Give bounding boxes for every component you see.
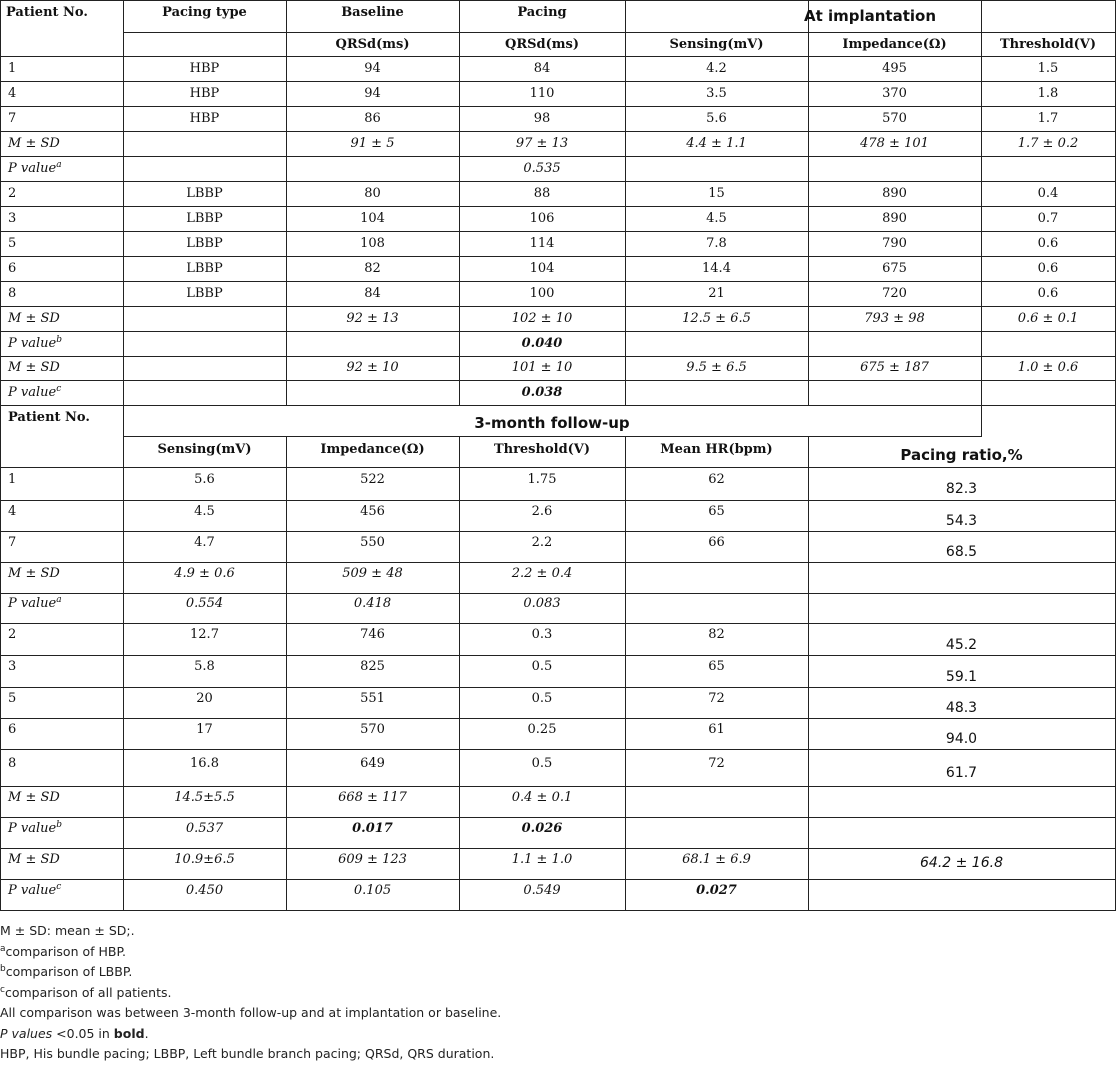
cell-bottom-r12-c3: 1.1 ± 1.0: [511, 852, 573, 867]
cell-bottom-r5-c1: 12.7: [190, 627, 219, 642]
header-pacing-type: Pacing type: [162, 5, 247, 20]
cell-bottom-r6-c2: 825: [360, 659, 385, 674]
column-rule: [0, 206, 1, 232]
cell-top-r0-c4: 4.2: [706, 61, 727, 76]
column-rule: [625, 786, 626, 818]
cell-top-r7-c0: 5: [8, 236, 17, 251]
cell-bottom-r5-c4: 82: [708, 627, 725, 642]
cell-top-r8-c0: 6: [8, 261, 17, 276]
cell-top-r6-c5: 890: [882, 211, 907, 226]
cell-top-r9-c3: 100: [529, 286, 555, 301]
cell-bottom-r7-c3: 0.5: [531, 691, 553, 706]
cell-top-r13-c0: P value$^c$: [8, 384, 62, 400]
cell-bottom-r6-c4: 65: [708, 659, 725, 674]
cell-bottom-r11-c1: 0.537: [185, 821, 224, 836]
column-rule: [286, 331, 287, 357]
cell-top-r0-c3: 84: [533, 61, 551, 76]
cell-bottom-r4-c1: 0.554: [185, 596, 224, 611]
cell-bottom-r9-c2: 649: [360, 756, 385, 771]
cell-top-r12-c2: 92 ± 10: [346, 360, 399, 375]
column-rule: [0, 531, 1, 563]
cell-bottom-r6-c0: 3: [8, 659, 17, 674]
cell-top-r9-c0: 8: [8, 286, 17, 301]
cell-bottom-r1-c1: 4.5: [194, 504, 215, 519]
cell-top-r6-c2: 104: [360, 211, 385, 226]
footnote-pvalues: P values <0.05 in bold.: [0, 1025, 149, 1041]
cell-bottom-r3-c2: 509 ± 48: [342, 566, 403, 581]
footnote-c: $^c$comparison of all patients.: [0, 984, 172, 1000]
cell-top-r5-c4: 15: [708, 186, 725, 201]
column-rule: [0, 380, 1, 406]
cell-bottom-r7-c0: 5: [8, 691, 17, 706]
cell-bottom-r9-c5: 61.7: [945, 765, 978, 781]
column-rule: [0, 500, 1, 532]
cell-top-r10-c4: 12.5 ± 6.5: [682, 311, 751, 326]
column-rule: [0, 718, 1, 750]
cell-bottom-r13-c3: 0.549: [523, 883, 561, 898]
cell-top-r0-c5: 495: [882, 61, 907, 76]
column-rule: [0, 306, 1, 332]
column-rule: [0, 879, 1, 911]
footnote-msd: M ± SD: mean ± SD;.: [0, 923, 135, 938]
cell-bottom-r9-c1: 16.8: [190, 756, 219, 771]
column-rule: [808, 786, 809, 818]
cell-top-r1-c4: 3.5: [706, 86, 727, 101]
cell-bottom-r2-c5: 68.5: [945, 544, 978, 560]
cell-top-r6-c6: 0.7: [1037, 211, 1059, 226]
cell-top-r3-c6: 1.7 ± 0.2: [1017, 136, 1079, 151]
header2-patient-no: Patient No.: [8, 410, 90, 425]
column-rule: [808, 562, 809, 594]
cell-top-r3-c3: 97 ± 13: [515, 136, 569, 151]
column-rule: [808, 817, 809, 849]
column-rule: [808, 331, 809, 357]
column-rule: [0, 593, 1, 624]
cell-bottom-r11-c0: P value$^b$: [8, 820, 62, 836]
cell-bottom-r1-c2: 456: [360, 504, 385, 519]
column-rule: [0, 467, 1, 501]
table-rule: [0, 0, 1116, 1]
column-rule: [981, 331, 982, 357]
cell-top-r8-c6: 0.6: [1037, 261, 1059, 276]
column-rule: [0, 256, 1, 282]
column-rule: [625, 331, 626, 357]
cell-bottom-r4-c2: 0.418: [353, 596, 392, 611]
column-rule: [0, 81, 1, 107]
column-rule: [0, 106, 1, 132]
column-rule: [808, 593, 809, 624]
cell-bottom-r13-c2: 0.105: [353, 883, 392, 898]
header-qrsd-baseline: QRSd(ms): [335, 37, 410, 52]
cell-top-r10-c5: 793 ± 98: [864, 311, 925, 326]
cell-top-r12-c4: 9.5 ± 6.5: [686, 360, 747, 375]
table-rule: [0, 910, 1116, 911]
cell-bottom-r8-c1: 17: [196, 722, 213, 737]
column-rule: [981, 405, 982, 437]
column-rule: [286, 380, 287, 406]
cell-top-r0-c6: 1.5: [1037, 61, 1059, 76]
cell-top-r5-c6: 0.4: [1037, 186, 1059, 201]
column-rule: [0, 356, 1, 381]
cell-top-r1-c3: 110: [529, 86, 555, 101]
cell-bottom-r5-c5: 45.2: [945, 637, 978, 653]
cell-top-r6-c4: 4.5: [706, 211, 727, 226]
cell-top-r9-c5: 720: [882, 286, 907, 301]
cell-top-r1-c0: 4: [8, 86, 17, 101]
cell-top-r1-c1: HBP: [189, 86, 220, 101]
column-rule: [625, 380, 626, 406]
cell-top-r2-c2: 86: [364, 111, 381, 126]
cell-bottom-r12-c5: 64.2 ± 16.8: [920, 855, 1003, 871]
column-rule: [0, 156, 1, 182]
header2-sensing: Sensing(mV): [157, 442, 252, 457]
cell-bottom-r0-c2: 522: [360, 472, 385, 487]
header-patient-no: Patient No.: [6, 5, 88, 20]
column-rule: [0, 562, 1, 594]
cell-bottom-r2-c1: 4.7: [194, 535, 215, 550]
column-rule: [0, 0, 1, 57]
header-threshold: Threshold(V): [999, 37, 1097, 52]
column-rule: [0, 131, 1, 157]
cell-bottom-r0-c0: 1: [8, 472, 17, 487]
column-rule: [123, 156, 124, 182]
cell-bottom-r1-c0: 4: [8, 504, 17, 519]
cell-bottom-r11-c3: 0.026: [521, 821, 563, 836]
cell-top-r10-c6: 0.6 ± 0.1: [1017, 311, 1079, 326]
cell-bottom-r10-c3: 0.4 ± 0.1: [511, 790, 573, 805]
column-rule: [0, 281, 1, 307]
cell-top-r11-c3: 0.040: [521, 336, 563, 351]
cell-bottom-r10-c0: M ± SD: [8, 790, 60, 805]
column-rule: [123, 380, 124, 406]
cell-top-r0-c0: 1: [8, 61, 17, 76]
cell-top-r0-c1: HBP: [189, 61, 220, 76]
cell-top-r4-c3: 0.535: [523, 161, 561, 176]
cell-bottom-r8-c0: 6: [8, 722, 17, 737]
column-rule: [981, 156, 982, 182]
cell-bottom-r0-c4: 62: [708, 472, 725, 487]
cell-top-r3-c4: 4.4 ± 1.1: [686, 136, 747, 151]
cell-bottom-r6-c5: 59.1: [945, 669, 978, 685]
cell-top-r2-c3: 98: [533, 111, 551, 126]
footnote-abbreviations: HBP, His bundle pacing; LBBP, Left bundle branch pacing; QRSd, QRS duration.: [0, 1046, 495, 1061]
cell-bottom-r1-c5: 54.3: [945, 513, 978, 529]
cell-top-r8-c3: 104: [529, 261, 555, 276]
cell-bottom-r8-c2: 570: [360, 722, 385, 737]
cell-top-r7-c5: 790: [882, 236, 907, 251]
cell-bottom-r9-c4: 72: [708, 756, 725, 771]
cell-bottom-r2-c2: 550: [360, 535, 385, 550]
cell-top-r12-c0: M ± SD: [8, 360, 60, 375]
header2-pacing-ratio: Pacing ratio,%: [900, 446, 1023, 464]
cell-bottom-r12-c4: 68.1 ± 6.9: [682, 852, 751, 867]
table-rule: [0, 405, 1116, 406]
cell-top-r2-c0: 7: [8, 111, 17, 126]
header-3-month-follow-up: 3-month follow-up: [474, 414, 630, 432]
cell-top-r5-c0: 2: [8, 186, 17, 201]
cell-top-r12-c5: 675 ± 187: [860, 360, 929, 375]
column-rule: [0, 231, 1, 257]
cell-bottom-r5-c2: 746: [360, 627, 385, 642]
column-rule: [0, 405, 1, 468]
cell-top-r6-c0: 3: [8, 211, 17, 226]
cell-bottom-r13-c4: 0.027: [696, 883, 737, 898]
cell-bottom-r6-c3: 0.5: [531, 659, 553, 674]
cell-top-r5-c1: LBBP: [186, 186, 223, 201]
cell-top-r10-c3: 102 ± 10: [511, 311, 573, 326]
cell-bottom-r0-c5: 82.3: [945, 481, 978, 497]
header-baseline: Baseline: [341, 5, 404, 20]
cell-bottom-r1-c4: 65: [708, 504, 725, 519]
header-qrsd-pacing: QRSd(ms): [505, 37, 579, 52]
cell-bottom-r3-c1: 4.9 ± 0.6: [174, 566, 235, 581]
cell-top-r8-c4: 14.4: [702, 261, 731, 276]
cell-top-r2-c1: HBP: [189, 111, 220, 126]
column-rule: [0, 817, 1, 849]
cell-top-r3-c2: 91 ± 5: [350, 136, 395, 151]
cell-bottom-r1-c3: 2.6: [531, 504, 553, 519]
cell-top-r3-c5: 478 ± 101: [860, 136, 929, 151]
cell-bottom-r10-c2: 668 ± 117: [338, 790, 407, 805]
cell-top-r5-c3: 88: [533, 186, 551, 201]
cell-bottom-r9-c3: 0.5: [531, 756, 553, 771]
column-rule: [0, 786, 1, 818]
cell-top-r7-c4: 7.8: [706, 236, 727, 251]
header-impedance: Impedance(Ω): [842, 37, 947, 52]
column-rule: [123, 356, 124, 381]
cell-bottom-r7-c2: 551: [360, 691, 385, 706]
column-rule: [0, 623, 1, 656]
cell-bottom-r8-c5: 94.0: [945, 731, 978, 747]
footnote-comparison: All comparison was between 3-month follow-up and at implantation or baseline.: [0, 1005, 502, 1020]
column-rule: [123, 131, 124, 157]
cell-bottom-r5-c0: 2: [8, 627, 17, 642]
header2-mean-hr: Mean HR(bpm): [660, 442, 773, 457]
cell-top-r2-c4: 5.6: [706, 111, 727, 126]
cell-top-r9-c2: 84: [364, 286, 381, 301]
cell-bottom-r0-c3: 1.75: [527, 472, 557, 487]
footnote-b: $^b$comparison of LBBP.: [0, 964, 133, 979]
cell-top-r2-c5: 570: [882, 111, 907, 126]
cell-bottom-r9-c0: 8: [8, 756, 17, 771]
cell-top-r2-c6: 1.7: [1037, 111, 1059, 126]
cell-top-r4-c0: P value$^a$: [8, 160, 62, 176]
header-pacing: Pacing: [517, 5, 567, 20]
column-rule: [0, 331, 1, 357]
column-rule: [808, 879, 809, 911]
cell-bottom-r8-c3: 0.25: [527, 722, 557, 737]
cell-bottom-r6-c1: 5.8: [194, 659, 215, 674]
cell-top-r10-c0: M ± SD: [8, 311, 60, 326]
cell-top-r12-c3: 101 ± 10: [511, 360, 573, 375]
cell-bottom-r4-c3: 0.083: [523, 596, 561, 611]
cell-bottom-r0-c1: 5.6: [194, 472, 215, 487]
footnote-a: $^a$comparison of HBP.: [0, 943, 127, 959]
cell-top-r3-c0: M ± SD: [8, 136, 60, 151]
cell-top-r9-c1: LBBP: [186, 286, 223, 301]
column-rule: [625, 156, 626, 182]
column-rule: [0, 181, 1, 207]
cell-top-r12-c6: 1.0 ± 0.6: [1017, 360, 1079, 375]
cell-bottom-r7-c1: 20: [196, 691, 213, 706]
cell-bottom-r12-c2: 609 ± 123: [338, 852, 407, 867]
cell-top-r7-c3: 114: [529, 236, 555, 251]
cell-top-r8-c2: 82: [364, 261, 381, 276]
cell-top-r13-c3: 0.038: [521, 385, 563, 400]
cell-top-r10-c2: 92 ± 13: [346, 311, 399, 326]
cell-bottom-r3-c0: M ± SD: [8, 566, 60, 581]
column-rule: [981, 380, 982, 406]
column-rule: [0, 56, 1, 82]
cell-top-r6-c3: 106: [529, 211, 555, 226]
cell-bottom-r8-c4: 61: [708, 722, 725, 737]
cell-bottom-r7-c5: 48.3: [945, 700, 978, 716]
column-rule: [123, 331, 124, 357]
cell-top-r5-c2: 80: [364, 186, 381, 201]
cell-bottom-r2-c0: 7: [8, 535, 17, 550]
cell-bottom-r2-c4: 66: [708, 535, 725, 550]
column-rule: [0, 655, 1, 688]
cell-bottom-r10-c1: 14.5±5.5: [174, 790, 235, 805]
cell-top-r7-c1: LBBP: [186, 236, 223, 251]
cell-top-r1-c2: 94: [364, 86, 381, 101]
column-rule: [0, 687, 1, 719]
cell-bottom-r13-c1: 0.450: [185, 883, 224, 898]
cell-top-r5-c5: 890: [882, 186, 907, 201]
cell-top-r9-c6: 0.6: [1037, 286, 1059, 301]
cell-top-r9-c4: 21: [708, 286, 725, 301]
header2-threshold: Threshold(V): [493, 442, 591, 457]
header-sensing: Sensing(mV): [669, 37, 764, 52]
cell-bottom-r11-c2: 0.017: [352, 821, 393, 836]
column-rule: [123, 306, 124, 332]
cell-top-r0-c2: 94: [364, 61, 381, 76]
column-rule: [625, 562, 626, 594]
column-rule: [0, 749, 1, 787]
cell-top-r8-c5: 675: [882, 261, 907, 276]
cell-top-r8-c1: LBBP: [186, 261, 223, 276]
cell-bottom-r2-c3: 2.2: [531, 535, 553, 550]
header2-impedance: Impedance(Ω): [320, 442, 425, 457]
table-rule: [123, 436, 981, 437]
cell-bottom-r4-c0: P value$^a$: [8, 595, 62, 611]
cell-top-r7-c2: 108: [360, 236, 385, 251]
header-at-implantation: At implantation: [803, 7, 937, 25]
cell-bottom-r13-c0: P value$^c$: [8, 882, 62, 898]
cell-bottom-r12-c0: M ± SD: [8, 852, 60, 867]
cell-top-r6-c1: LBBP: [186, 211, 223, 226]
table-footnotes: [0, 921, 501, 1065]
column-rule: [808, 156, 809, 182]
cell-top-r1-c6: 1.8: [1037, 86, 1059, 101]
cell-bottom-r12-c1: 10.9±6.5: [174, 852, 235, 867]
column-rule: [0, 848, 1, 880]
cell-top-r11-c0: P value$^b$: [8, 335, 62, 351]
cell-bottom-r3-c3: 2.2 ± 0.4: [511, 566, 573, 581]
cell-top-r1-c5: 370: [882, 86, 907, 101]
column-rule: [286, 156, 287, 182]
cell-top-r7-c6: 0.6: [1037, 236, 1059, 251]
column-rule: [808, 380, 809, 406]
table-rule: [123, 32, 1116, 33]
cell-bottom-r5-c3: 0.3: [531, 627, 553, 642]
cell-bottom-r7-c4: 72: [708, 691, 725, 706]
